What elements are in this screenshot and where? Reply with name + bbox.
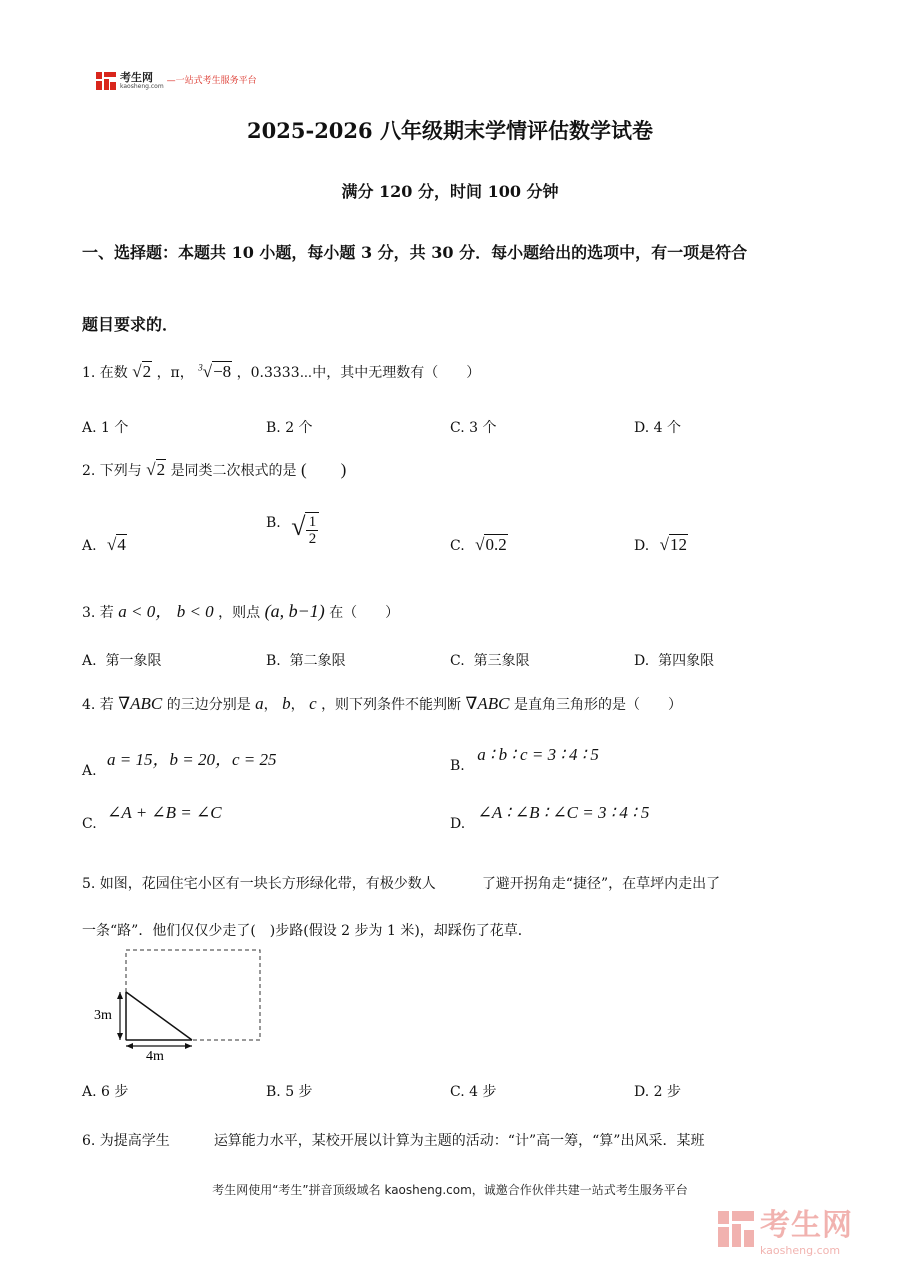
q3-option-d: D. 第四象限 xyxy=(634,653,715,669)
q3-option-b: B. 第二象限 xyxy=(266,653,346,669)
q4-option-c: C. ∠A + ∠B = ∠C xyxy=(82,803,222,832)
header-logo xyxy=(96,72,257,90)
q5-figure xyxy=(90,944,270,1064)
q5-option-c: C. 4 步 xyxy=(450,1084,497,1100)
sqrt-2: √2 xyxy=(146,460,166,479)
q2-option-d-value: 12 xyxy=(669,535,687,554)
section-heading: 一、选择题：本题共 10 小题，每小题 3 分，共 30 分．每小题给出的选项中，有一项是符合 xyxy=(82,243,748,262)
arrow-up-icon xyxy=(117,992,123,999)
question-2: 2. 下列与 √2 是同类二次根式的是 ( ) xyxy=(82,460,347,479)
section-heading-cont: 题目要求的． xyxy=(82,315,179,334)
exam-title: 2025-2026 八年级期末学情评估数学试卷 xyxy=(247,118,653,143)
question-4: 4. 若 ∇ABC 的三边分别是 a， b， c ，则下列条件不能判断 ∇ABC 是直角三角形的是（ ） xyxy=(82,694,682,713)
watermark-logo-icon xyxy=(718,1211,754,1247)
arrow-left-icon xyxy=(126,1043,133,1049)
question-6: 6. 为提高学生 运算能力水平，某校开展以计算为主题的活动：“计”高一筹，“算”出风采．某班 xyxy=(82,1133,705,1149)
q2-option-c: C. √0.2 xyxy=(450,535,507,554)
q2-option-d: D. √12 xyxy=(634,535,687,554)
q4-option-d: D. ∠A ∶ ∠B ∶ ∠C = 3 ∶ 4 ∶ 5 xyxy=(450,803,650,832)
q1-option-b: B. 2 个 xyxy=(266,420,313,436)
question-3: 3. 若 a < 0， b < 0 ，则点 (a, b−1) 在（ ） xyxy=(82,601,400,621)
logo-domain: kaosheng.com xyxy=(120,83,164,90)
q2-option-a: A. √4 xyxy=(82,535,126,554)
logo-slogan: —一站式考生服务平台 xyxy=(166,75,257,86)
kaosheng-logo-icon xyxy=(96,72,116,90)
logo-name: 考生网 xyxy=(120,71,153,84)
arrow-down-icon xyxy=(117,1033,123,1040)
q3-option-c: C. 第三象限 xyxy=(450,653,530,669)
q4-option-a: A. a = 15，b = 20，c = 25 xyxy=(82,750,277,779)
page-footer: 考生网使用“考生”拼音顶级域名 kaosheng.com，诚邀合作伙伴共建一站式考生服务平台 xyxy=(212,1183,688,1197)
q1-option-a: A. 1 个 xyxy=(82,420,129,436)
q1-option-d: D. 4 个 xyxy=(634,420,681,436)
q2-option-a-value: 4 xyxy=(117,535,126,554)
q5-option-d: D. 2 步 xyxy=(634,1084,681,1100)
q5-option-a: A. 6 步 xyxy=(82,1084,129,1100)
q2-option-c-value: 0.2 xyxy=(485,535,507,554)
q4-option-b: B. a ∶ b ∶ c = 3 ∶ 4 ∶ 5 xyxy=(450,745,599,774)
cube-root: $^3$√−8 xyxy=(198,362,232,381)
q1-option-c: C. 3 个 xyxy=(450,420,497,436)
watermark-logo xyxy=(718,1200,853,1257)
sqrt-2: √2 xyxy=(132,362,152,381)
shortcut-path xyxy=(126,992,192,1040)
garden-rectangle xyxy=(126,950,260,1040)
label-3m: 3m xyxy=(94,1008,112,1023)
q2-option-b-den: 2 xyxy=(308,530,317,547)
q5-option-b: B. 5 步 xyxy=(266,1084,313,1100)
arrow-right-icon xyxy=(185,1043,192,1049)
question-5: 5. 如图，花园住宅小区有一块长方形绿化带，有极少数人 了避开拐角走“捷径”，在草坪内走出了 xyxy=(82,876,721,892)
q2-option-b-num: 1 xyxy=(308,513,317,530)
question-1: 1. 在数 √2 ，π， $^3$√−8 ，0.3333⋯中，其中无理数有（ ） xyxy=(82,362,481,381)
question-5-cont: 一条“路”．他们仅仅少走了( )步路(假设 2 步为 1 米)，却踩伤了花草． xyxy=(82,923,532,939)
exam-subtitle: 满分 120 分，时间 100 分钟 xyxy=(341,182,559,201)
watermark-domain: kaosheng.com xyxy=(760,1244,841,1257)
q2-option-b: B. √ $\frac{1}{2}$ xyxy=(266,512,319,547)
label-4m: 4m xyxy=(146,1049,164,1064)
q3-option-a: A. 第一象限 xyxy=(82,653,162,669)
watermark-name: 考生网 xyxy=(760,1208,853,1243)
